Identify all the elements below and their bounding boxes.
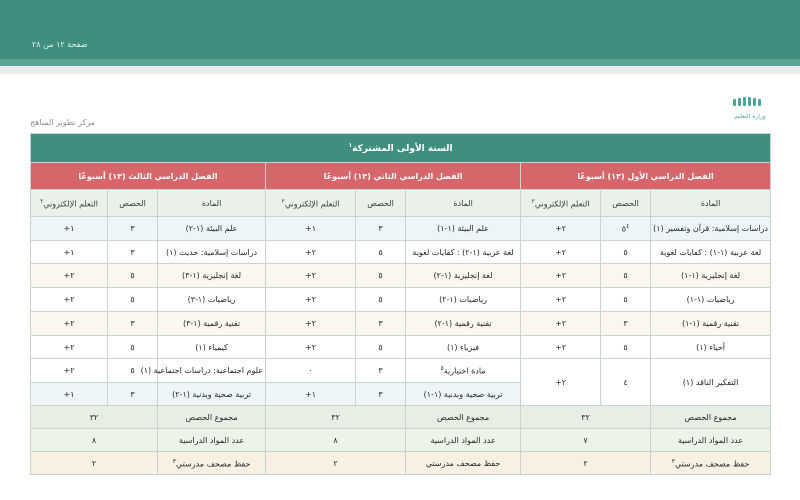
cell-subject xyxy=(406,359,521,383)
cell-periods: ٣ xyxy=(356,383,406,406)
semester-2-header: الفصل الدراسي الثاني (١٣) أسبوعًا xyxy=(266,163,521,190)
cell-periods: ٥ xyxy=(601,336,651,359)
total-value: ٢ xyxy=(266,452,406,475)
col-subject: المادة xyxy=(406,190,521,217)
total-label: عدد المواد الدراسية xyxy=(406,429,521,452)
cell-subject: لغة عربية (١-١) : كفايات لغوية xyxy=(651,241,771,264)
total-label: عدد المواد الدراسية xyxy=(158,429,266,452)
table-title-text: السنة الأولى المشتركة xyxy=(352,144,453,154)
cell-periods: ٣ xyxy=(356,359,406,383)
semester-3-header: الفصل الدراسي الثالث (١٣) أسبوعًا xyxy=(31,163,266,190)
table-title-row xyxy=(31,134,771,163)
table-row xyxy=(31,288,771,312)
cell-subject: رياضيات (١-٣) xyxy=(158,288,266,312)
cell-subject: رياضيات (١-١) xyxy=(651,288,771,312)
cell-periods: ٥ xyxy=(108,336,158,359)
total-value: ٣٢ xyxy=(266,406,406,429)
table-row xyxy=(31,359,771,383)
column-header-row xyxy=(31,190,771,217)
subject-note: ٥ xyxy=(440,365,444,373)
cell-periods: ٥ xyxy=(356,288,406,312)
cell-elearning: ١+ xyxy=(31,383,108,406)
cell-subject: فيزياء (١) xyxy=(406,336,521,359)
study-plan-table xyxy=(30,133,771,475)
periods-value: ٥ xyxy=(621,224,627,234)
cell-elearning: ٢+ xyxy=(521,312,601,336)
cell-subject: التفكير الناقد (١) xyxy=(651,359,771,406)
top-banner xyxy=(0,0,800,66)
cell-elearning: ١+ xyxy=(266,383,356,406)
total-note: ٣ xyxy=(172,457,176,465)
cell-subject: كيمياء (١) xyxy=(158,336,266,359)
cell-elearning: ٢+ xyxy=(31,288,108,312)
col-subject: المادة xyxy=(651,190,771,217)
col-elearning-label: التعلم الإلكتروني xyxy=(43,199,98,209)
cell-subject: تقنية رقمية (١-٢) xyxy=(406,312,521,336)
subject-text: مادة اختيارية xyxy=(443,366,486,376)
cell-elearning: ٢+ xyxy=(521,359,601,406)
cell-subject: علم البيئة (١-١) xyxy=(406,217,521,241)
cell-periods: ٤ xyxy=(601,359,651,406)
col-elearning xyxy=(266,190,356,217)
total-label-text: حفظ مصحف مدرستي xyxy=(175,459,251,469)
cell-periods: ٣ xyxy=(108,217,158,241)
cell-elearning: ٢+ xyxy=(31,312,108,336)
table-row xyxy=(31,241,771,264)
col-periods: الحصص xyxy=(108,190,158,217)
cell-subject: دراسات إسلامية: حديث (١) xyxy=(158,241,266,264)
total-row xyxy=(31,429,771,452)
cell-elearning: ٢+ xyxy=(31,359,108,383)
total-value: ٢ xyxy=(521,452,651,475)
cell-subject: لغة إنجليزية (١-١) xyxy=(651,264,771,288)
cell-subject: علم البيئة (١-٢) xyxy=(158,217,266,241)
cell-elearning: ٢+ xyxy=(266,288,356,312)
cell-elearning: ٢+ xyxy=(266,312,356,336)
cell-subject: تربية صحية وبدنية (١-١) xyxy=(406,383,521,406)
total-value: ٨ xyxy=(31,429,158,452)
total-value: ٨ xyxy=(266,429,406,452)
table-row xyxy=(31,312,771,336)
cell-subject: رياضيات (١-٢) xyxy=(406,288,521,312)
col-elearning-note: ٢ xyxy=(531,197,535,205)
col-elearning-label: التعلم الإلكتروني xyxy=(534,199,590,209)
cell-periods: ٣ xyxy=(356,312,406,336)
total-note: ٣ xyxy=(671,457,675,465)
banner-stripe xyxy=(0,59,800,66)
cell-elearning: ٢+ xyxy=(31,264,108,288)
cell-periods: ٣ xyxy=(356,217,406,241)
table-row xyxy=(31,264,771,288)
ministry-logo-icon xyxy=(716,96,776,126)
total-value: ٣٢ xyxy=(31,406,158,429)
page-gap xyxy=(0,66,800,74)
col-elearning-label: التعلم الإلكتروني xyxy=(284,199,340,209)
cell-subject: علوم اجتماعية: دراسات اجتماعية (١) xyxy=(158,359,266,383)
cell-elearning: ٢+ xyxy=(266,241,356,264)
cell-periods: ٣ xyxy=(108,241,158,264)
cell-subject: دراسات إسلامية: قرآن وتفسير (١) xyxy=(651,217,771,241)
center-name: مركز تطوير المناهج xyxy=(30,118,96,127)
cell-periods: ٣ xyxy=(108,383,158,406)
table-title xyxy=(31,134,771,163)
total-row xyxy=(31,406,771,429)
cell-elearning: ٠ xyxy=(266,359,356,383)
cell-elearning: ١+ xyxy=(31,241,108,264)
col-periods: الحصص xyxy=(601,190,651,217)
col-elearning-note: ٢ xyxy=(281,197,285,205)
table-row xyxy=(31,217,771,241)
page-number: صفحة ١٢ من ٢٨ xyxy=(32,40,88,49)
col-subject: المادة xyxy=(158,190,266,217)
total-label xyxy=(158,452,266,475)
col-elearning xyxy=(521,190,601,217)
col-periods: الحصص xyxy=(356,190,406,217)
total-label: عدد المواد الدراسية xyxy=(651,429,771,452)
cell-elearning: ٢+ xyxy=(266,264,356,288)
cell-elearning: ١+ xyxy=(266,217,356,241)
table-row xyxy=(31,336,771,359)
cell-elearning: ٢+ xyxy=(31,336,108,359)
cell-elearning: ١+ xyxy=(31,217,108,241)
cell-elearning: ٢+ xyxy=(521,217,601,241)
periods-note: ٤ xyxy=(626,223,630,231)
cell-periods: ٣ xyxy=(108,312,158,336)
cell-subject: لغة إنجليزية (١-٣) xyxy=(158,264,266,288)
cell-periods: ٥ xyxy=(108,288,158,312)
semester-1-header: الفصل الدراسي الأول (١٣) أسبوعًا xyxy=(521,163,771,190)
total-label-text: حفظ مصحف مدرستي xyxy=(674,459,750,469)
cell-subject: تربية صحية وبدنية (١-٢) xyxy=(158,383,266,406)
cell-periods: ٥ xyxy=(108,359,158,383)
cell-periods: ٥ xyxy=(356,336,406,359)
semester-row xyxy=(31,163,771,190)
cell-elearning: ٢+ xyxy=(266,336,356,359)
total-row xyxy=(31,452,771,475)
cell-periods: ٥ xyxy=(356,241,406,264)
cell-periods: ٥ xyxy=(356,264,406,288)
cell-periods: ٥ xyxy=(601,264,651,288)
col-elearning-note: ٢ xyxy=(40,197,44,205)
total-label: مجموع الحصص xyxy=(651,406,771,429)
cell-elearning: ٢+ xyxy=(521,288,601,312)
total-value: ٣٢ xyxy=(521,406,651,429)
cell-periods xyxy=(601,217,651,241)
cell-periods: ٥ xyxy=(601,241,651,264)
cell-periods: ٥ xyxy=(601,288,651,312)
total-value: ٧ xyxy=(521,429,651,452)
total-label: حفظ مصحف مدرستي xyxy=(406,452,521,475)
title-note: ١ xyxy=(348,142,353,149)
cell-subject: تقنية رقمية (١-١) xyxy=(651,312,771,336)
cell-elearning: ٢+ xyxy=(521,264,601,288)
cell-periods: ٥ xyxy=(108,264,158,288)
col-elearning xyxy=(31,190,108,217)
cell-elearning: ٢+ xyxy=(521,241,601,264)
cell-subject: لغة عربية (١-٢) : كفايات لغوية xyxy=(406,241,521,264)
cell-periods: ٣ xyxy=(601,312,651,336)
cell-subject: تقنية رقمية (١-٣) xyxy=(158,312,266,336)
total-value: ٢ xyxy=(31,452,158,475)
logo-text: وزارة التعليم xyxy=(734,113,766,120)
total-label: مجموع الحصص xyxy=(158,406,266,429)
cell-elearning: ٢+ xyxy=(521,336,601,359)
total-label: مجموع الحصص xyxy=(406,406,521,429)
cell-subject: أحياء (١) xyxy=(651,336,771,359)
total-label xyxy=(651,452,771,475)
cell-subject: لغة إنجليزية (١-٢) xyxy=(406,264,521,288)
